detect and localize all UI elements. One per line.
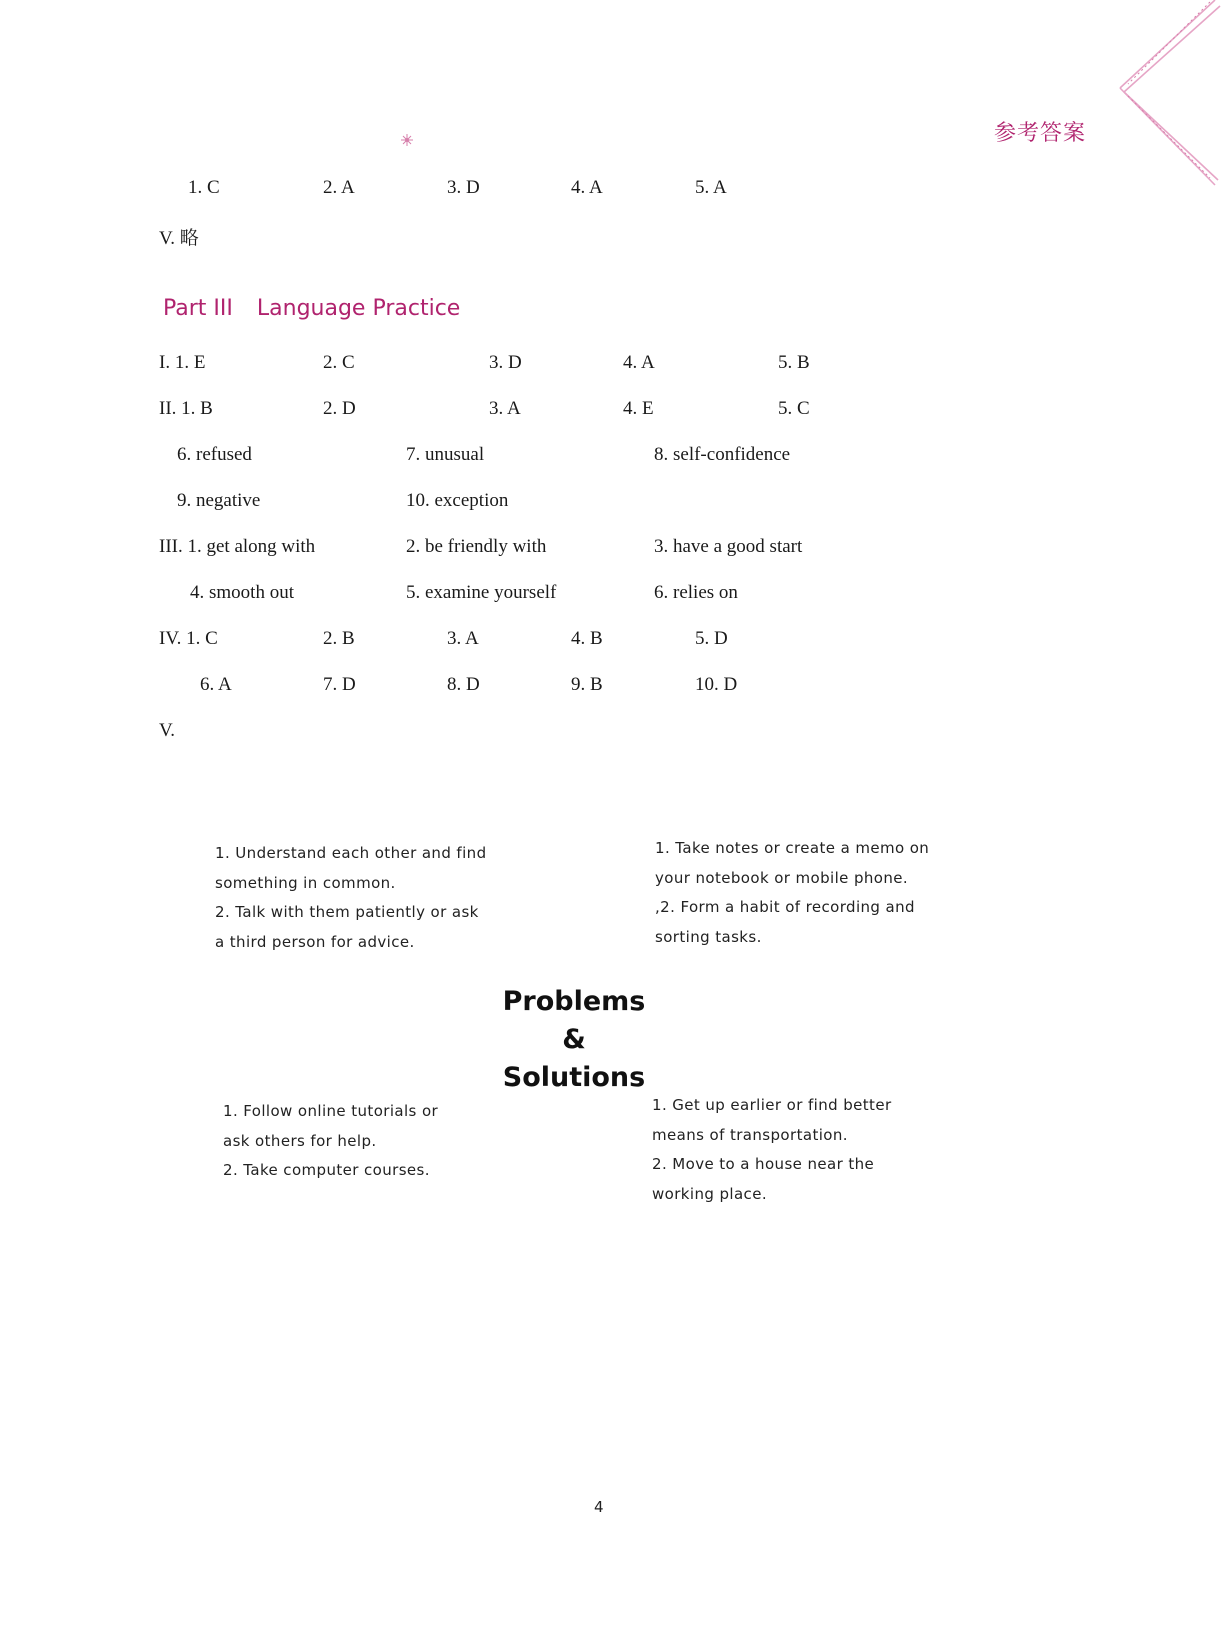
answer-item: 3. have a good start xyxy=(654,536,803,557)
answer-item: 2. D xyxy=(323,398,356,419)
answer-item: I. 1. E xyxy=(159,352,206,373)
answer-item: 2. A xyxy=(323,177,355,198)
section-heading xyxy=(163,296,460,321)
mindmap-center-title xyxy=(474,983,674,1097)
center-title-line: Solutions xyxy=(502,1062,646,1093)
answer-item: 4. B xyxy=(571,628,603,649)
mindmap-bottom-left xyxy=(223,1097,483,1186)
mindmap-line: 1. Follow online tutorials or xyxy=(223,1102,439,1120)
answer-item: 10. D xyxy=(695,674,738,695)
answer-item: 5. B xyxy=(778,352,810,373)
mindmap-line: 1. Understand each other and find xyxy=(215,844,487,862)
answer-item: III. 1. get along with xyxy=(159,536,316,557)
center-title-line: & xyxy=(562,1024,586,1055)
answer-item: 6. relies on xyxy=(654,582,738,603)
answer-item: II. 1. B xyxy=(159,398,213,419)
answer-item: 2. be friendly with xyxy=(406,536,547,557)
answer-item: 4. E xyxy=(623,398,654,419)
answer-item: 5. examine yourself xyxy=(406,582,557,603)
mindmap-line: 2. Talk with them patiently or ask xyxy=(215,903,479,921)
answer-item: 2. C xyxy=(323,352,355,373)
answer-item: 10. exception xyxy=(406,490,509,511)
answer-item: 3. D xyxy=(447,177,480,198)
mindmap-line: means of transportation. xyxy=(652,1125,848,1144)
mindmap-line: ,2. Form a habit of recording and xyxy=(655,898,915,916)
mindmap-line: 2. Take computer courses. xyxy=(223,1161,430,1179)
answer-item: 4. smooth out xyxy=(190,582,294,603)
answer-item: V. xyxy=(159,720,176,741)
answer-item: 3. A xyxy=(489,398,521,419)
mindmap-line: ask others for help. xyxy=(223,1131,377,1150)
answer-item: 6. A xyxy=(200,674,232,695)
answer-item: 3. D xyxy=(489,352,522,373)
mindmap-line: 2. Move to a house near the xyxy=(652,1155,875,1173)
mindmap-line: something in common. xyxy=(215,873,396,892)
answer-item: 3. A xyxy=(447,628,479,649)
answer-item: 5. C xyxy=(778,398,810,419)
mindmap-top-left xyxy=(215,839,505,957)
mindmap-line: working place. xyxy=(652,1184,767,1203)
mindmap-bottom-right xyxy=(652,1091,942,1209)
section-title: Language Practice xyxy=(256,296,461,321)
mindmap-line: your notebook or mobile phone. xyxy=(655,868,909,887)
answer-item: 4. A xyxy=(571,177,603,198)
answer-item: 8. D xyxy=(447,674,480,695)
mindmap-line: a third person for advice. xyxy=(215,932,415,951)
mindmap-line: 1. Get up earlier or find better xyxy=(652,1096,892,1114)
mindmap-line: sorting tasks. xyxy=(655,927,762,946)
answer-item: 7. D xyxy=(323,674,356,695)
answer-item: 9. negative xyxy=(177,490,261,511)
header-label: 参考答案 xyxy=(994,121,1087,146)
center-title-line: Problems xyxy=(502,986,646,1017)
answer-item: 5. A xyxy=(695,177,727,198)
answer-item: 9. B xyxy=(571,674,603,695)
page-number: 4 xyxy=(594,1498,604,1516)
answer-item: 5. D xyxy=(695,628,728,649)
mindmap-top-right xyxy=(655,834,955,952)
section-part: Part III xyxy=(163,296,233,321)
answer-item: IV. 1. C xyxy=(159,628,218,649)
small-flower-icon xyxy=(401,134,413,146)
answer-item: V. 略 xyxy=(159,228,199,249)
answer-item: 8. self-confidence xyxy=(654,444,791,465)
answer-item: 6. refused xyxy=(177,444,252,465)
corner-decoration xyxy=(1110,0,1225,190)
answer-item: 7. unusual xyxy=(406,444,485,465)
mindmap-line: 1. Take notes or create a memo on xyxy=(655,839,930,857)
answer-item: 1. C xyxy=(188,177,220,198)
answer-item: 2. B xyxy=(323,628,355,649)
answer-item: 4. A xyxy=(623,352,655,373)
